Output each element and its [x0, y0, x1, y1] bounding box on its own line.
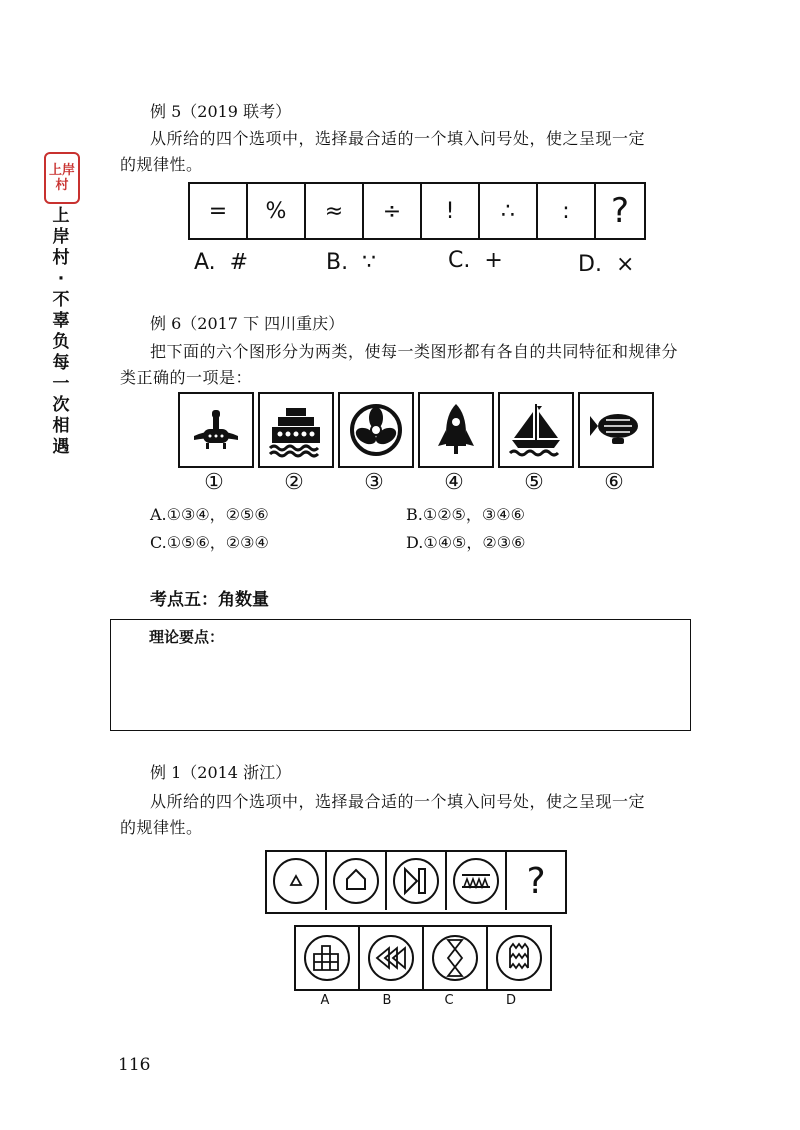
option-label: D: [505, 993, 516, 1008]
ship-icon: [258, 392, 334, 468]
circle-zigzag-figure: [447, 852, 507, 910]
circle-triangle-figure: [267, 852, 327, 910]
option-c: C. +: [448, 248, 503, 273]
option-label: A: [320, 993, 330, 1008]
sequence-cell: %: [248, 184, 306, 238]
section-heading: 考点五：角数量: [150, 590, 269, 610]
figure-numbers: [176, 470, 652, 495]
example-5-title: 例 5（2019 联考）: [150, 102, 292, 121]
figure-number: ③: [364, 470, 384, 495]
option-a: A. #: [194, 250, 249, 275]
example-1-option-labels: [294, 993, 542, 1008]
example-6-question: 把下面的六个图形分为两类，使每一类图形都有各自的共同特征和规律分类正确的一项是：: [120, 342, 679, 387]
figure-number: ④: [444, 470, 464, 495]
option-b-figure: [360, 927, 424, 989]
example-5-question: 从所给的四个选项中，选择最合适的一个填入问号处，使之呈现一定的规律性。: [120, 129, 646, 174]
airplane-icon: [178, 392, 254, 468]
sequence-cell: :: [538, 184, 596, 238]
question-mark-cell: ?: [610, 191, 630, 231]
choice-d: D.①④⑤，②③⑥: [406, 533, 526, 552]
fan-icon: [338, 392, 414, 468]
question-mark-cell: ?: [526, 860, 546, 902]
option-d: D. ×: [578, 252, 635, 277]
example-6-title: 例 6（2017 下 四川重庆）: [150, 314, 345, 333]
example-1-options: [294, 925, 552, 991]
option-a-figure: [296, 927, 360, 989]
sequence-cell: ÷: [364, 184, 422, 238]
option-label: B: [382, 993, 392, 1008]
sequence-cell: !: [422, 184, 480, 238]
option-label: C: [444, 993, 454, 1008]
airship-icon: [578, 392, 654, 468]
sequence-cell: ≈: [306, 184, 364, 238]
circle-play-bar-figure: [387, 852, 447, 910]
choice-a: A.①③④，②⑤⑥: [150, 505, 269, 524]
example-1-sequence: [265, 850, 567, 914]
option-b: B. ∵: [326, 250, 377, 275]
choice-b: B.①②⑤，③④⑥: [406, 505, 525, 524]
sequence-cell: =: [190, 184, 248, 238]
figure-number: ②: [284, 470, 304, 495]
figure-number: ①: [204, 470, 224, 495]
figure-number: ⑥: [604, 470, 624, 495]
rocket-icon: [418, 392, 494, 468]
example-6-figures: [178, 392, 654, 468]
option-d-figure: [488, 927, 550, 989]
example-5-sequence: [188, 182, 646, 240]
sailboat-icon: [498, 392, 574, 468]
example-1-question: 从所给的四个选项中，选择最合适的一个填入问号处，使之呈现一定的规律性。: [120, 792, 646, 837]
option-c-figure: [424, 927, 488, 989]
page-number: 116: [118, 1055, 151, 1075]
theory-label: 理论要点：: [149, 628, 225, 646]
choice-c: C.①⑤⑥，②③④: [150, 533, 269, 552]
theory-box: [110, 619, 691, 731]
figure-number: ⑤: [524, 470, 544, 495]
sequence-cell: ∴: [480, 184, 538, 238]
circle-house-figure: [327, 852, 387, 910]
example-1-title: 例 1（2014 浙江）: [150, 763, 292, 782]
brand-seal-logo: 上岸村: [44, 152, 80, 204]
brand-slogan: 上岸村·不辜负每一次相遇: [52, 206, 70, 457]
